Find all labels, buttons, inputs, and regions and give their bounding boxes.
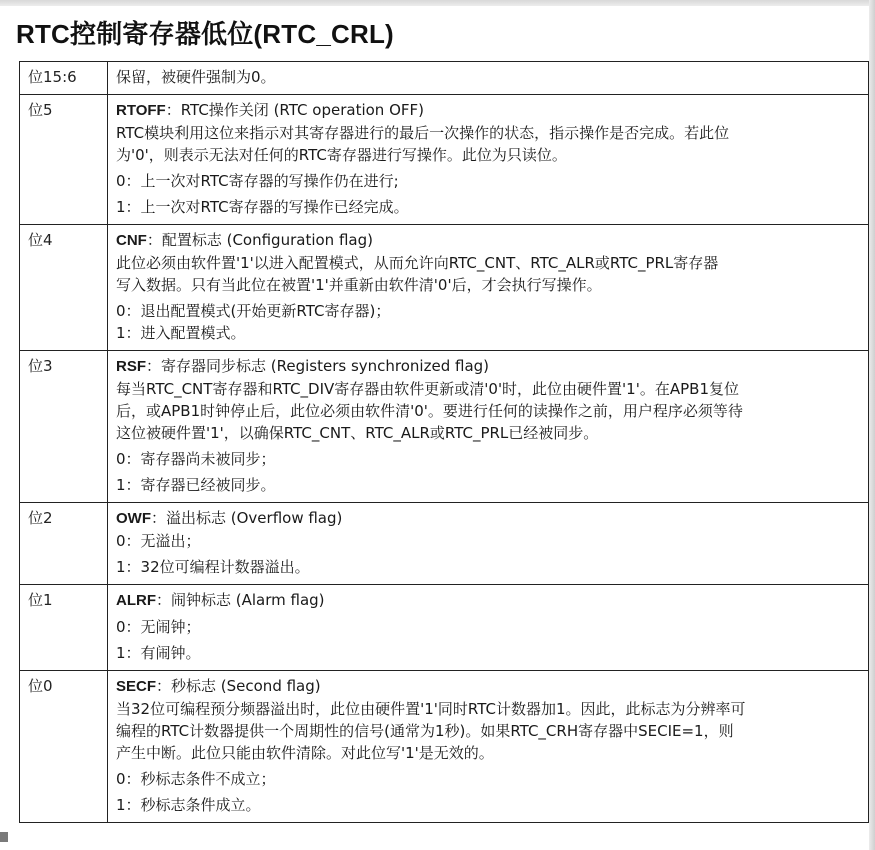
bit-cell: 位0 (20, 671, 108, 823)
description-line: 保留，被硬件强制为0。 (116, 68, 276, 86)
description-cell (108, 671, 869, 823)
page-frame-top (0, 0, 875, 6)
description-cell (108, 62, 869, 95)
option-line: 0：上一次对RTC寄存器的写操作仍在进行; (116, 172, 399, 190)
field-name: OWF (116, 510, 151, 527)
description-cell (108, 585, 869, 671)
field-title: ：寄存器同步标志 (Registers synchronized flag) (146, 357, 490, 375)
bit-cell: 位1 (20, 585, 108, 671)
field-title: ：配置标志 (Configuration flag) (146, 231, 373, 249)
option-line: 1：进入配置模式。 (116, 324, 246, 342)
table-row-bit4 (20, 225, 869, 351)
option-line: 1：上一次对RTC寄存器的写操作已经完成。 (116, 198, 409, 216)
option-line: 0：退出配置模式(开始更新RTC寄存器)； (116, 302, 391, 320)
field-title: ：溢出标志 (Overflow flag) (151, 509, 343, 527)
field-title: ：RTC操作关闭 (RTC operation OFF) (165, 101, 424, 119)
field-heading (116, 675, 862, 698)
description-cell (108, 503, 869, 585)
page-title: RTC控制寄存器低位(RTC_CRL) (16, 19, 394, 49)
description-line: 编程的RTC计数器提供一个周期性的信号(通常为1秒)。如果RTC_CRH寄存器中SECIE=1，则 (116, 722, 734, 740)
field-heading (116, 229, 862, 252)
page-corner-mark (0, 832, 8, 842)
description-line: 此位必须由软件置'1'以进入配置模式，从而允许向RTC_CNT、RTC_ALR或RTC_PRL寄存器 (116, 254, 719, 272)
description-line: 产生中断。此位只能由软件清除。对此位写'1'是无效的。 (116, 744, 494, 762)
field-name: ALRF (116, 592, 156, 609)
description-line: 写入数据。只有当此位在被置'1'并重新由软件清'0'后，才会执行写操作。 (116, 276, 602, 294)
field-heading (116, 507, 862, 530)
option-line: 0：无溢出； (116, 532, 201, 550)
field-name: RTOFF (116, 102, 166, 119)
description-cell (108, 351, 869, 503)
field-title: ：秒标志 (Second flag) (156, 677, 321, 695)
field-heading (116, 589, 862, 612)
bit-cell: 位3 (20, 351, 108, 503)
bit-cell: 位5 (20, 95, 108, 225)
description-line: 每当RTC_CNT寄存器和RTC_DIV寄存器由软件更新或清'0'时，此位由硬件置'1'。在APB1复位 (116, 380, 739, 398)
register-table (19, 61, 869, 823)
description-line: 当32位可编程预分频器溢出时，此位由硬件置'1'同时RTC计数器加1。因此，此标志为分辨率可 (116, 700, 746, 718)
description-line: 后，或APB1时钟停止后，此位必须由软件清'0'。要进行任何的读操作之前，用户程序必须等待 (116, 402, 743, 420)
bit-cell: 位2 (20, 503, 108, 585)
bit-cell: 位15:6 (20, 62, 108, 95)
field-heading (116, 355, 862, 378)
description-cell (108, 95, 869, 225)
option-line: 0：秒标志条件不成立； (116, 770, 276, 788)
option-line: 1：秒标志条件成立。 (116, 796, 261, 814)
description-line: RTC模块利用这位来指示对其寄存器进行的最后一次操作的状态，指示操作是否完成。若此位 (116, 124, 730, 142)
table-row-bit3 (20, 351, 869, 503)
option-line: 1：32位可编程计数器溢出。 (116, 558, 310, 576)
description-line: 这位被硬件置'1'，以确保RTC_CNT、RTC_ALR或RTC_PRL已经被同步。 (116, 424, 599, 442)
option-line: 1：寄存器已经被同步。 (116, 476, 276, 494)
field-name: CNF (116, 232, 147, 249)
description-line: 为'0'，则表示无法对任何的RTC寄存器进行写操作。此位为只读位。 (116, 146, 567, 164)
option-line: 0：无闹钟； (116, 618, 201, 636)
option-line: 1：有闹钟。 (116, 644, 201, 662)
table-row-bit0 (20, 671, 869, 823)
table-row-bit1 (20, 585, 869, 671)
field-heading (116, 99, 862, 122)
table-row-bit15-6 (20, 62, 869, 95)
description-cell (108, 225, 869, 351)
page-frame-right (869, 0, 875, 850)
field-name: RSF (116, 358, 146, 375)
table-row-bit5 (20, 95, 869, 225)
table-row-bit2 (20, 503, 869, 585)
field-title: ：闹钟标志 (Alarm flag) (156, 591, 325, 609)
option-line: 0：寄存器尚未被同步； (116, 450, 276, 468)
bit-cell: 位4 (20, 225, 108, 351)
field-name: SECF (116, 678, 157, 695)
